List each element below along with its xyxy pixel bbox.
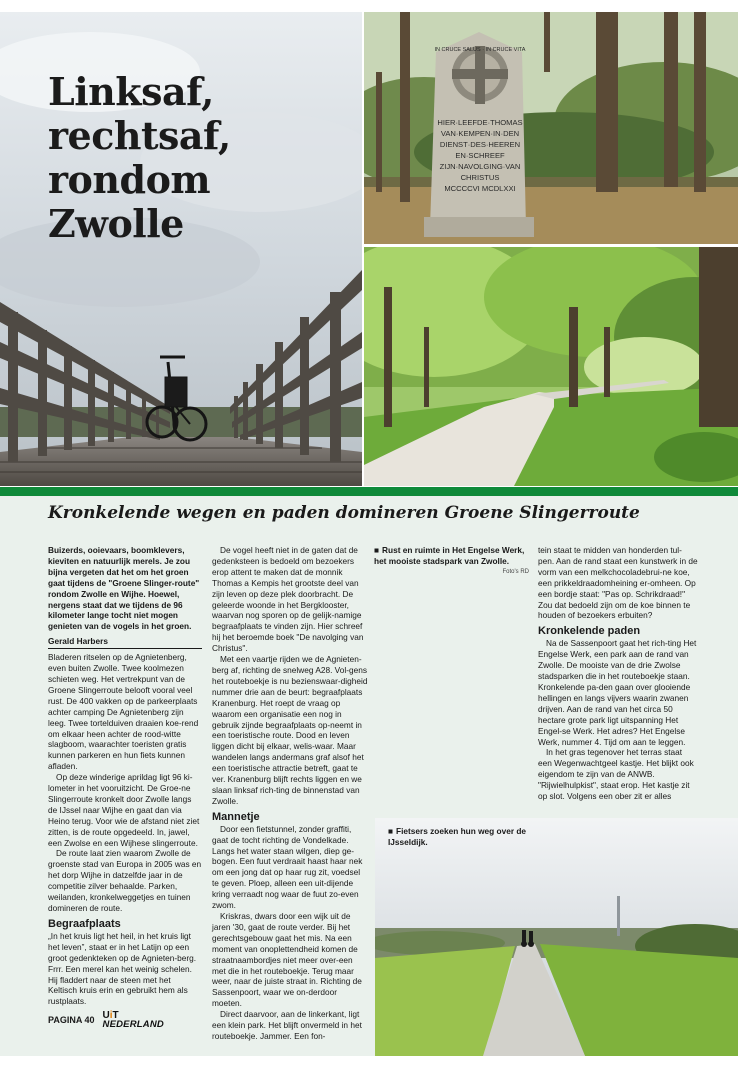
logo-subtext: NEDERLAND xyxy=(102,1019,164,1030)
park-photo xyxy=(364,247,738,486)
caption-park: ■ Rust en ruimte in Het Engelse Werk, het mooiste stadspark van Zwolle. xyxy=(374,545,529,566)
monument-photo xyxy=(364,12,738,244)
dike-cyclists-photo xyxy=(375,818,738,1056)
paragraph: Door een fietstunnel, zonder graffiti, gaat de tocht richting de Vondelkade. Langs het water staan wilgen, diep ge-bogen. Een fuut verdraait haast haar nek om een jong dat op haar rug zit, voedsel te geven. Ploep, alleen een uit-dijende kring verraadt nog waar de fuut zo-even zwom. xyxy=(212,823,363,911)
subhead-begraafplaats: Begraafplaats xyxy=(48,917,121,930)
paragraph: De vogel heeft niet in de gaten dat de gedenksteen is bedoeld om bezoekers erop attent te maken dat de monnik Thomas a Kempis het grootste deel van zijn leven op deze plek doorbracht. De geleerde woonde in het Bergklooster, waarvan nog sporen op de gelijk-namige begraafplaats te vinden zijn. Hier schreef hij het beroemde boek "De navolging van Christus". xyxy=(212,545,364,654)
monument-ring-text: IN CRUCE SALUS · IN CRUCE VITA xyxy=(434,47,526,53)
inscription-line: EN·SCHREEF xyxy=(455,151,505,160)
logo-letter: U xyxy=(102,1010,110,1021)
caption-dike: ■ Fietsers zoeken hun weg over de IJsseldijk. xyxy=(388,826,548,847)
inscription-line: ZIJN·NAVOLGING·VAN xyxy=(439,162,521,171)
author-byline: Gerald Harbers xyxy=(48,636,202,649)
paragraph: Na de Sassenpoort gaat het rich-ting Het Engelse Werk, een park aan de rand van Zwolle. De mooiste van de drie Zwolse stadsparken die in het routeboekje staan. Kronkelende pa-den gaan over glooiende hellingen en langs vijvers waarin zwanen drijven. Aan de rand van het circa 50 hectare grote park ligt uitspanning Het Engel-se Werk. Het adres? Het Engelse Werk, nummer 4. Tijd om aan te leggen. xyxy=(538,638,697,747)
paragraph: „In het kruis ligt het heil, in het kruis ligt het leven”, staat er in het Latijn op een groot gedenkteken op de Agnieten-berg. Frrr. Een merel kan het weinig schelen. Hij fladdert naar de steen met het Keltisch kruis erin en gebruikt hem als rustplaats. xyxy=(48,930,197,1007)
paragraph: Kriskras, dwars door een wijk uit de jaren '30, gaat de route verder. Bij het gerechtsgebouw gaat het mis. Na een moment van onoplettendheid komen de straatnaambordjes niet meer over-een met die in het routeboekje. Terug maar weer, naar de juiste straat in. Richting de Sassenpoort, waar we on-derdoor moeten. xyxy=(212,911,362,1009)
subhead-mannetje: Mannetje xyxy=(212,810,260,823)
paragraph: Bladeren ritselen op de Agnietenberg, even buiten Zwolle. Twee koolmezen schieten weg. Het vertrekpunt van de Groene Slingerroute belooft vooral veel rust. De 400 vakken op de parkeerplaats achter camping De Agnietenberg zijn leeg. Twee tortelduiven draaien koe-rend om elkaar heen achter de rood-witte slagboom, waarachter toeristen gratis kunnen parkeren en hun fiets kunnen afladen. xyxy=(48,652,199,772)
paragraph: Direct daarvoor, aan de linkerkant, ligt een klein park. Het blijft onvermeld in het routeboekje. Jammer. Een fon- xyxy=(212,1009,362,1041)
inscription-line: VAN·KEMPEN·IN·DEN xyxy=(440,129,520,138)
article-subtitle: Kronkelende wegen en paden domineren Groene Slingerroute xyxy=(48,503,640,523)
article-lead: Buizerds, ooievaars, boomklevers, kieviten en natuurlijk merels. Je zou bijna vergeten dat het om het groen gaat tijdens de "Groene Slinger-route" rondom Zwolle en Wijhe. Hoewel, nergens staat dat we tijdens de 96 kilometer lange tocht niet mogen genieten van de vogels in het groen. xyxy=(48,545,200,632)
page-number: PAGINA 40 xyxy=(48,1015,95,1025)
subhead-kronkelende-paden: Kronkelende paden xyxy=(538,625,641,638)
inscription-line: CHRISTUS xyxy=(460,173,500,182)
column-2 xyxy=(212,545,368,1042)
column-3 xyxy=(374,545,529,577)
paragraph: tein staat te midden van honderden tul-pen. Aan de rand staat een kunstwerk in de vorm van een melkchocoladebrui-ne koe, een prikkeldraadomheining er-omheen. Op een bordje staat: "Pas op. Schrikdraad!" Zou dat bedoeld zijn om de koe binnen te houden of bezoekers erbuiten? xyxy=(538,545,698,621)
inscription-line: DIENST·DES·HEEREN xyxy=(439,140,521,149)
paragraph: De route laat zien waarom Zwolle de groenste stad van Europa in 2005 was en het dorp Wijhe in datzelfde jaar in de competitie zilver behaalde. Parken, weilanden, kronkelweggetjes en tuinen domineren de route. xyxy=(48,848,202,913)
logo-letter-accent: i xyxy=(109,1010,113,1021)
paragraph: In het gras tegenover het terras staat een Wegenwachtgeel kastje. Het blijkt ook eigendom te zijn van de ANWB. "Rijwielhulpkist", staat erop. Het kastje zit op slot. Volgens een ober zit er alles xyxy=(538,747,694,802)
article-headline: Linksaf, rechtsaf, rondom Zwolle xyxy=(48,69,231,246)
paragraph: Met een vaartje rijden we de Agnieten-berg af, richting de snelweg A28. Vol-gens het routeboekje is nu bezienswaar-digheid nummer drie aan de beurt: begraafplaats Kranenburg. Het roept de vraag op waarom een organisatie een nog in gebruik zijnde begraafplaats op-neemt in een toeristische route. Dood en leven liggen dicht bij elkaar, welis-waar. Maar wandelen langs andermans graf alsof het een toeristische attractie betreft, gaat te ver. Kranenburg blijft rechts liggen en we slaan linksaf rich-ting de binnenstad van Zwolle. xyxy=(212,654,368,806)
uit-nederland-logo xyxy=(103,1011,164,1029)
section-divider xyxy=(0,487,738,496)
column-4 xyxy=(538,545,698,802)
photo-credit: Foto's RD xyxy=(502,569,529,575)
page-footer xyxy=(48,1011,164,1029)
logo-letter: T xyxy=(112,1010,119,1021)
inscription-line: MCCCCVI MCDLXXI xyxy=(444,184,516,193)
paragraph: Op deze winderige aprildag ligt 96 ki-lometer in het vooruitzicht. De Groe-ne Slingerroute kronkelt door Zwolle langs de IJssel naar Wijhe en gaat dan via Heino terug. Voor wie de afstand niet ziet zitten, is de route opgedeeld. In, jawel, een Zwolse en een Wijhese slingerroute. xyxy=(48,772,200,848)
caption-dike-container xyxy=(388,826,548,847)
inscription-line: HIER·LEEFDE·THOMAS xyxy=(437,118,523,127)
column-1 xyxy=(48,545,202,1007)
